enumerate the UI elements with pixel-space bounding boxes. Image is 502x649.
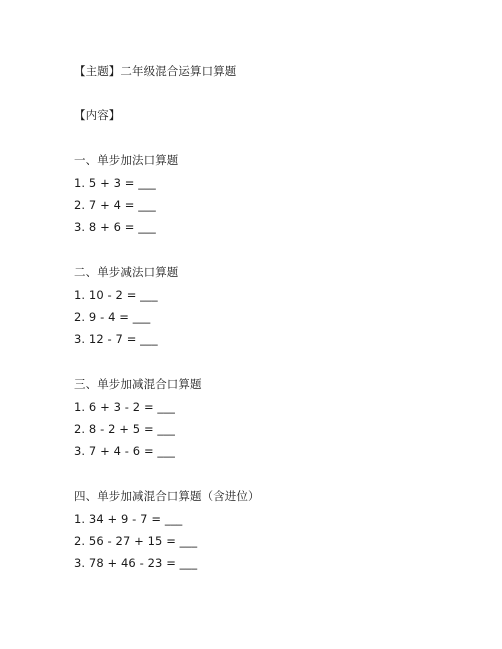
section-1-problem-2: 2. 7 + 4 = ___ — [74, 198, 156, 212]
section-3-problem-1: 1. 6 + 3 - 2 = ___ — [74, 400, 175, 414]
section-4-heading: 四、单步加减混合口算题（含进位） — [74, 489, 260, 503]
section-2-heading: 二、单步减法口算题 — [74, 265, 179, 279]
section-4-problem-3: 3. 78 + 46 - 23 = ___ — [74, 556, 198, 570]
section-2-problem-3: 3. 12 - 7 = ___ — [74, 332, 158, 346]
section-2-problem-2: 2. 9 - 4 = ___ — [74, 310, 151, 324]
content-label: 【内容】 — [74, 108, 121, 122]
document-title: 【主题】二年级混合运算口算题 — [74, 64, 237, 78]
section-1-problem-1: 1. 5 + 3 = ___ — [74, 176, 156, 190]
section-4-problem-1: 1. 34 + 9 - 7 = ___ — [74, 512, 183, 526]
section-2-problem-1: 1. 10 - 2 = ___ — [74, 288, 158, 302]
section-1-problem-3: 3. 8 + 6 = ___ — [74, 220, 156, 234]
section-1-heading: 一、单步加法口算题 — [74, 153, 179, 167]
section-3-problem-2: 2. 8 - 2 + 5 = ___ — [74, 422, 175, 436]
section-3-heading: 三、单步加减混合口算题 — [74, 377, 202, 391]
section-4-problem-2: 2. 56 - 27 + 15 = ___ — [74, 534, 198, 548]
section-3-problem-3: 3. 7 + 4 - 6 = ___ — [74, 444, 175, 458]
